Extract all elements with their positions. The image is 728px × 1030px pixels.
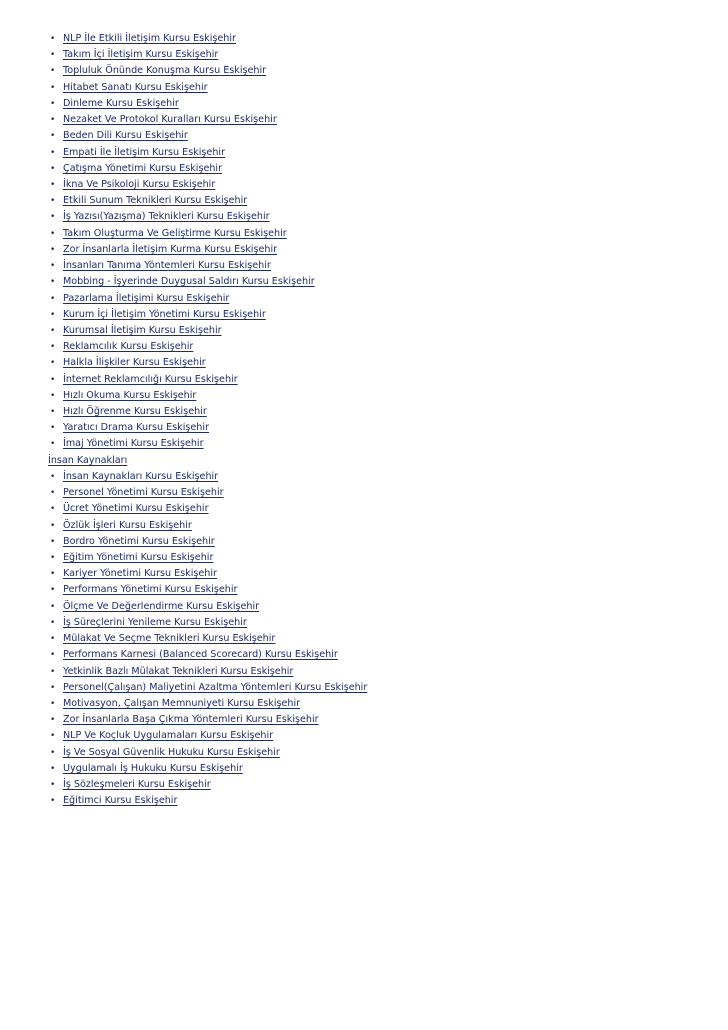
course-link[interactable]: İş Sözleşmeleri Kursu Eskişehir [63, 779, 211, 791]
course-link[interactable]: Eğitimci Kursu Eskişehir [63, 795, 178, 807]
bullet-icon: • [50, 536, 56, 547]
list-item [48, 339, 708, 355]
bullet-icon: • [50, 731, 56, 742]
course-link[interactable]: Halkla İlişkiler Kursu Eskişehir [63, 357, 206, 369]
list-item [48, 615, 708, 631]
list-item [48, 63, 708, 79]
course-link[interactable]: Yaratıcı Drama Kursu Eskişehir [63, 422, 209, 434]
bullet-icon: • [50, 325, 56, 336]
bullet-icon: • [50, 601, 56, 612]
bullet-icon: • [50, 504, 56, 515]
bullet-icon: • [50, 147, 56, 158]
bullet-icon: • [50, 163, 56, 174]
list-item [48, 323, 708, 339]
list-item [48, 534, 708, 550]
course-link[interactable]: Performans Yönetimi Kursu Eskişehir [63, 584, 238, 596]
list-item [48, 647, 708, 663]
list-item [48, 404, 708, 420]
course-link[interactable]: NLP İle Etkili İletişim Kursu Eskişehir [63, 33, 236, 44]
course-link[interactable]: Topluluk Önünde Konuşma Kursu Eskişehir [63, 65, 267, 77]
course-link[interactable]: Personel Yönetimi Kursu Eskişehir [63, 487, 224, 499]
list-item [48, 469, 708, 485]
list-item [48, 501, 708, 517]
list-item [48, 291, 708, 307]
bullet-icon: • [50, 634, 56, 645]
course-list-communication [48, 31, 708, 453]
bullet-icon: • [50, 293, 56, 304]
course-link[interactable]: İkna Ve Psikoloji Kursu Eskişehir [63, 178, 216, 190]
bullet-icon: • [50, 715, 56, 726]
bullet-icon: • [50, 244, 56, 255]
bullet-icon: • [50, 698, 56, 709]
list-item [48, 420, 708, 436]
course-link[interactable]: İş Yazısı(Yazışma) Teknikleri Kursu Eskişehir [63, 211, 270, 223]
bullet-icon: • [50, 82, 56, 93]
list-item [48, 518, 708, 534]
list-item [48, 258, 708, 274]
list-item [48, 388, 708, 404]
list-item [48, 550, 708, 566]
course-link[interactable]: Nezaket Ve Protokol Kuralları Kursu Eskişehir [63, 114, 277, 126]
list-item [48, 761, 708, 777]
bullet-icon: • [50, 277, 56, 288]
list-item [48, 355, 708, 371]
course-link[interactable]: Hızlı Öğrenme Kursu Eskişehir [63, 406, 207, 418]
course-link[interactable]: Mülakat Ve Seçme Teknikleri Kursu Eskişehir [63, 633, 276, 645]
list-item [48, 145, 708, 161]
bullet-icon: • [50, 488, 56, 499]
bullet-icon: • [50, 617, 56, 628]
list-item [48, 680, 708, 696]
list-item [48, 96, 708, 112]
bullet-icon: • [50, 747, 56, 758]
list-item [48, 161, 708, 177]
course-link[interactable]: İş Süreçlerini Yenileme Kursu Eskişehir [63, 616, 247, 628]
bullet-icon: • [50, 261, 56, 272]
list-item [48, 307, 708, 323]
course-link[interactable]: Mobbing - İşyerinde Duygusal Saldırı Kursu Eskişehir [63, 276, 315, 288]
course-link[interactable]: İmaj Yönetimi Kursu Eskişehir [63, 438, 204, 450]
bullet-icon: • [50, 50, 56, 61]
bullet-icon: • [50, 520, 56, 531]
bullet-icon: • [50, 423, 56, 434]
course-link[interactable]: Takım İçi İletişim Kursu Eskişehir [63, 49, 219, 61]
course-link[interactable]: Performans Karnesi (Balanced Scorecard) Kursu Eskişehir [63, 649, 338, 661]
list-item [48, 728, 708, 744]
course-link[interactable]: Özlük İşleri Kursu Eskişehir [63, 519, 192, 531]
bullet-icon: • [50, 374, 56, 385]
list-item [48, 193, 708, 209]
course-link[interactable]: Eğitim Yönetimi Kursu Eskişehir [63, 552, 214, 563]
bullet-icon: • [50, 780, 56, 791]
course-link[interactable]: Ücret Yönetimi Kursu Eskişehir [63, 503, 209, 515]
course-link[interactable]: Hitabet Sanatı Kursu Eskişehir [63, 81, 208, 93]
bullet-icon: • [50, 390, 56, 401]
document-page [48, 31, 708, 810]
course-link[interactable]: Motivasyon, Çalışan Memnuniyeti Kursu Eskişehir [63, 697, 301, 709]
bullet-icon: • [50, 439, 56, 450]
list-item [48, 209, 708, 225]
course-link[interactable]: Dinleme Kursu Eskişehir [63, 97, 179, 109]
course-link[interactable]: Hızlı Okuma Kursu Eskişehir [63, 389, 197, 401]
course-link[interactable]: Personel(Çalışan) Maliyetini Azaltma Yöntemleri Kursu Eskişehir [63, 681, 368, 693]
section-title-human-resources: İnsan Kaynakları [48, 454, 128, 466]
list-item [48, 274, 708, 290]
course-link[interactable]: Takım Oluşturma Ve Geliştirme Kursu Eskişehir [63, 227, 287, 239]
list-item [48, 745, 708, 761]
list-item [48, 631, 708, 647]
list-item [48, 582, 708, 598]
course-link[interactable]: Reklamcılık Kursu Eskişehir [63, 341, 194, 353]
course-link[interactable]: Uygulamalı İş Hukuku Kursu Eskişehir [63, 762, 243, 774]
list-item [48, 80, 708, 96]
course-link[interactable]: Beden Dili Kursu Eskişehir [63, 130, 188, 142]
bullet-icon: • [50, 650, 56, 661]
list-item [48, 777, 708, 793]
course-link[interactable]: Empati İle İletişim Kursu Eskişehir [63, 146, 226, 158]
course-link[interactable]: Çatışma Yönetimi Kursu Eskişehir [63, 162, 223, 174]
list-item [48, 177, 708, 193]
course-link[interactable]: Kariyer Yönetimi Kursu Eskişehir [63, 568, 217, 580]
bullet-icon: • [50, 34, 56, 44]
bullet-icon: • [50, 407, 56, 418]
list-item [48, 128, 708, 144]
bullet-icon: • [50, 115, 56, 126]
list-item [48, 436, 708, 452]
bullet-icon: • [50, 471, 56, 482]
bullet-icon: • [50, 358, 56, 369]
course-link[interactable]: Yetkinlik Bazlı Mülakat Teknikleri Kursu Eskişehir [63, 665, 294, 677]
bullet-icon: • [50, 131, 56, 142]
bullet-icon: • [50, 682, 56, 693]
course-link[interactable]: Ölçme Ve Değerlendirme Kursu Eskişehir [63, 600, 260, 612]
bullet-icon: • [50, 212, 56, 223]
bullet-icon: • [50, 66, 56, 77]
course-link[interactable]: Zor İnsanlarla İletişim Kurma Kursu Eskişehir [63, 243, 278, 255]
bullet-icon: • [50, 585, 56, 596]
course-link[interactable]: Etkili Sunum Teknikleri Kursu Eskişehir [63, 195, 248, 207]
bullet-icon: • [50, 98, 56, 109]
course-link[interactable]: İnsan Kaynakları Kursu Eskişehir [63, 470, 219, 482]
list-item [48, 242, 708, 258]
list-item [48, 112, 708, 128]
bullet-icon: • [50, 796, 56, 807]
list-item [48, 47, 708, 63]
list-item [48, 599, 708, 615]
bullet-icon: • [50, 196, 56, 207]
list-item [48, 31, 708, 47]
course-link[interactable]: İnternet Reklamcılığı Kursu Eskişehir [63, 373, 238, 385]
bullet-icon: • [50, 666, 56, 677]
course-link[interactable]: Bordro Yönetimi Kursu Eskişehir [63, 535, 215, 547]
course-list-human-resources [48, 469, 708, 810]
bullet-icon: • [50, 763, 56, 774]
bullet-icon: • [50, 179, 56, 190]
course-link[interactable]: İş Ve Sosyal Güvenlik Hukuku Kursu Eskişehir [63, 746, 280, 758]
course-link[interactable]: Pazarlama İletişimi Kursu Eskişehir [63, 292, 230, 304]
list-item [48, 566, 708, 582]
list-item [48, 712, 708, 728]
list-item [48, 372, 708, 388]
bullet-icon: • [50, 228, 56, 239]
list-item [48, 226, 708, 242]
list-item [48, 696, 708, 712]
list-item [48, 793, 708, 809]
course-link[interactable]: İnsanları Tanıma Yöntemleri Kursu Eskişehir [63, 260, 271, 272]
course-link[interactable]: NLP Ve Koçluk Uygulamaları Kursu Eskişehir [63, 730, 274, 742]
course-link[interactable]: Zor İnsanlarla Başa Çıkma Yöntemleri Kursu Eskişehir [63, 714, 319, 726]
list-item [48, 485, 708, 501]
bullet-icon: • [50, 553, 56, 563]
bullet-icon: • [50, 569, 56, 580]
list-item [48, 664, 708, 680]
course-link[interactable]: Kurum İçi İletişim Yönetimi Kursu Eskişehir [63, 308, 266, 320]
bullet-icon: • [50, 342, 56, 353]
course-link[interactable]: Kurumsal İletişim Kursu Eskişehir [63, 324, 222, 336]
bullet-icon: • [50, 309, 56, 320]
